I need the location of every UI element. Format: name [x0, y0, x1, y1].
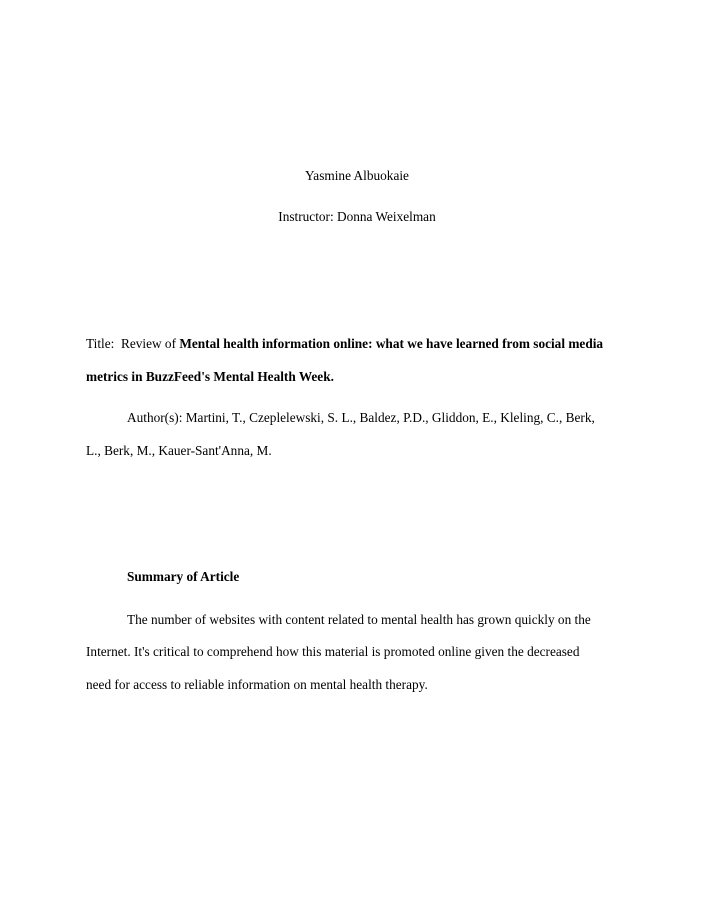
summary-line-1: The number of websites with content related to mental health has grown quickly on the [127, 612, 591, 627]
summary-heading: Summary of Article [127, 569, 240, 584]
authors-line-2: L., Berk, M., Kauer-Sant'Anna, M. [86, 443, 272, 458]
summary-line-3: need for access to reliable information on mental health therapy. [86, 677, 428, 692]
article-title-part-2: metrics in BuzzFeed's Mental Health Week. [86, 369, 334, 384]
title-prefix: Title: Review of [86, 336, 180, 351]
article-title-part-1: Mental health information online: what we have learned from social media [179, 336, 604, 351]
title-line-1 [86, 336, 603, 352]
authors-line-1: Author(s): Martini, T., Czeplelewski, S. L., Baldez, P.D., Gliddon, E., Kleling, C., Berk, [127, 410, 595, 425]
student-name: Yasmine Albuokaie [305, 168, 409, 183]
instructor-line: Instructor: Donna Weixelman [278, 209, 436, 224]
summary-line-2: Internet. It's critical to comprehend how this material is promoted online given the decreased [86, 644, 580, 659]
